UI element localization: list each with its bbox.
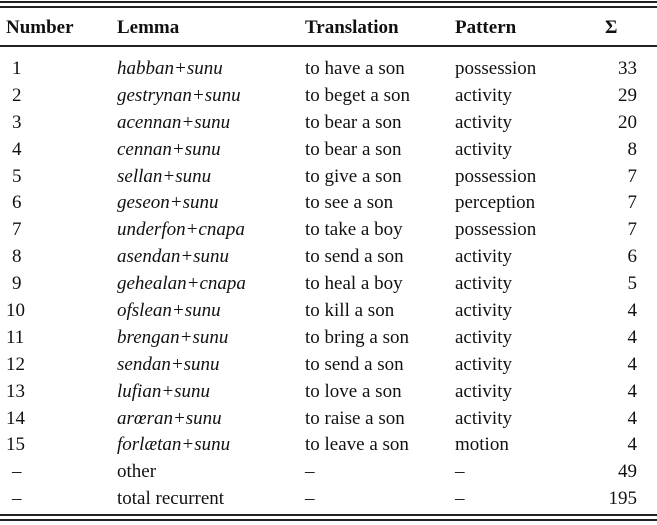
cell-translation: – [305, 461, 315, 483]
cell-number: 6 [12, 192, 22, 214]
cell-translation: to bear a son [305, 138, 402, 160]
cell-number: 8 [12, 246, 22, 268]
cell-pattern: – [455, 461, 465, 483]
cell-pattern: perception [455, 192, 536, 214]
header-pattern: Pattern [455, 16, 517, 38]
cell-number: 1 [12, 57, 22, 79]
cell-sum: 4 [627, 434, 637, 456]
cell-number: 5 [12, 165, 22, 187]
cell-lemma: other [117, 461, 157, 483]
cell-translation: to kill a son [305, 299, 395, 321]
cell-translation: to bear a son [305, 111, 402, 133]
cell-sum: 7 [627, 192, 637, 214]
summary-row [0, 458, 657, 485]
cell-pattern: activity [455, 138, 512, 160]
cell-pattern: activity [455, 326, 512, 348]
cell-lemma: sendan+sunu [117, 353, 220, 375]
cell-number: 4 [12, 138, 22, 160]
cell-translation: to beget a son [305, 84, 411, 106]
cell-translation: to heal a boy [305, 273, 403, 295]
bottom-rule-inner [0, 514, 657, 516]
cell-lemma: cennan+sunu [117, 138, 221, 160]
cell-number: 2 [12, 84, 22, 106]
table-row [0, 136, 657, 163]
cell-number: 11 [6, 326, 25, 348]
cell-number: 3 [12, 111, 22, 133]
cell-lemma: geseon+sunu [117, 192, 219, 214]
table-row [0, 189, 657, 216]
cell-translation: to bring a son [305, 326, 409, 348]
cell-pattern: activity [455, 407, 512, 429]
cell-number: 15 [6, 434, 25, 456]
table-row [0, 216, 657, 243]
cell-number: 10 [6, 299, 25, 321]
cell-translation: – [305, 488, 315, 510]
cell-lemma: total recurrent [117, 488, 225, 510]
header-sum: Σ [605, 16, 618, 38]
table-row [0, 270, 657, 297]
cell-translation: to have a son [305, 57, 405, 79]
cell-number: 7 [12, 219, 22, 241]
cell-sum: 4 [627, 353, 637, 375]
cell-pattern: activity [455, 246, 512, 268]
cell-sum: 49 [618, 461, 637, 483]
header-number: Number [6, 16, 74, 38]
cell-pattern: possession [455, 165, 537, 187]
cell-lemma: sellan+sunu [117, 165, 212, 187]
table-row [0, 431, 657, 458]
cell-pattern: – [455, 488, 465, 510]
cell-sum: 4 [627, 380, 637, 402]
cell-sum: 5 [627, 273, 637, 295]
cell-number: 13 [6, 380, 25, 402]
summary-row [0, 485, 657, 512]
cell-translation: to send a son [305, 246, 404, 268]
table-row [0, 351, 657, 378]
cell-lemma: brengan+sunu [117, 326, 229, 348]
cell-lemma: ofslean+sunu [117, 299, 221, 321]
cell-pattern: motion [455, 434, 509, 456]
cell-lemma: arœran+sunu [117, 407, 222, 429]
cell-sum: 29 [618, 84, 637, 106]
cell-pattern: possession [455, 57, 537, 79]
table-row [0, 297, 657, 324]
cell-number: 9 [12, 273, 22, 295]
cell-number: 12 [6, 353, 25, 375]
cell-number: 14 [6, 407, 25, 429]
table-row [0, 243, 657, 270]
cell-lemma: gestrynan+sunu [117, 84, 241, 106]
table-row [0, 378, 657, 405]
cell-pattern: activity [455, 353, 512, 375]
header-translation: Translation [305, 16, 399, 38]
cell-pattern: activity [455, 273, 512, 295]
cell-sum: 195 [608, 488, 637, 510]
cell-sum: 4 [627, 326, 637, 348]
header-lemma: Lemma [117, 16, 180, 38]
cell-lemma: forlætan+sunu [117, 434, 231, 456]
cell-lemma: gehealan+cnapa [117, 273, 246, 295]
table-body [0, 46, 657, 512]
top-rule-outer [0, 1, 657, 3]
spacer-row [0, 46, 657, 55]
cell-lemma: acennan+sunu [117, 111, 231, 133]
cell-translation: to give a son [305, 165, 402, 187]
cell-lemma: underfon+cnapa [117, 219, 245, 241]
cell-translation: to raise a son [305, 407, 405, 429]
cell-pattern: activity [455, 380, 512, 402]
cell-sum: 20 [618, 111, 637, 133]
cell-sum: 4 [627, 407, 637, 429]
cell-number: – [12, 488, 22, 510]
cell-translation: to send a son [305, 353, 404, 375]
cell-pattern: possession [455, 219, 537, 241]
cell-translation: to love a son [305, 380, 402, 402]
cell-pattern: activity [455, 111, 512, 133]
header-row [0, 8, 657, 46]
cell-sum: 7 [627, 165, 637, 187]
lemma-frequency-table [0, 8, 657, 512]
cell-sum: 33 [618, 57, 637, 79]
table-row [0, 55, 657, 82]
cell-pattern: activity [455, 299, 512, 321]
cell-translation: to see a son [305, 192, 394, 214]
cell-lemma: habban+sunu [117, 57, 223, 79]
cell-sum: 6 [627, 246, 637, 268]
cell-sum: 8 [627, 138, 637, 160]
table-row [0, 109, 657, 136]
table-row [0, 163, 657, 190]
table-row [0, 82, 657, 109]
table-row [0, 405, 657, 432]
bottom-rule-outer [0, 519, 657, 521]
cell-translation: to leave a son [305, 434, 409, 456]
cell-number: – [12, 461, 22, 483]
cell-translation: to take a boy [305, 219, 403, 241]
cell-sum: 4 [627, 299, 637, 321]
cell-lemma: lufian+sunu [117, 380, 211, 402]
spacer-cell [0, 46, 657, 55]
header-rule [0, 45, 657, 47]
table-row [0, 324, 657, 351]
cell-lemma: asendan+sunu [117, 246, 230, 268]
cell-sum: 7 [627, 219, 637, 241]
cell-pattern: activity [455, 84, 512, 106]
